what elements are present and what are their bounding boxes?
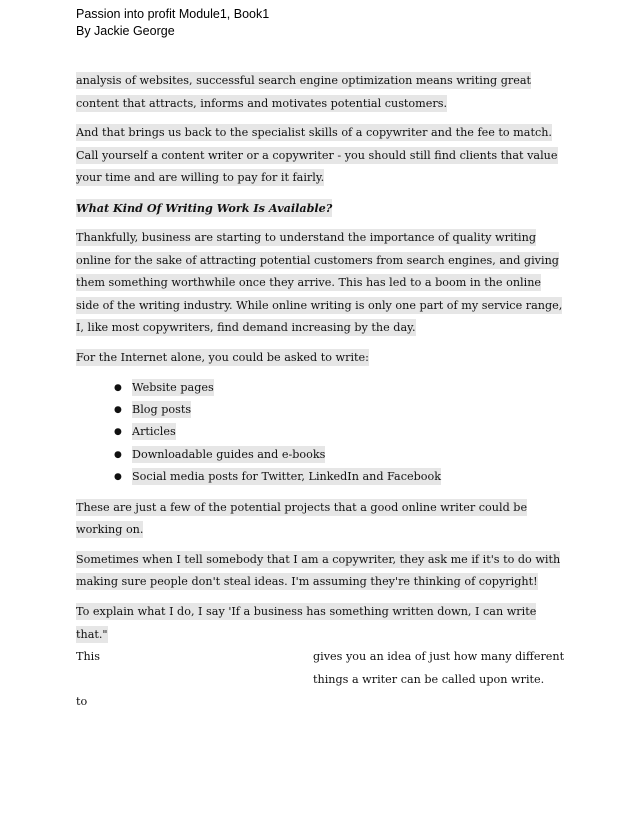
paragraph-text: analysis of websites, successful search engine optimization means writing great content that attracts, informs and motivates potential customers. (76, 74, 532, 110)
split-left-bottom: to (76, 695, 88, 709)
document-body (76, 70, 566, 714)
paragraph-demand (76, 227, 566, 340)
list-item (114, 421, 566, 443)
split-left-top: This (76, 650, 100, 664)
paragraph-explain (76, 601, 566, 646)
paragraph-projects (76, 497, 566, 542)
split-right-column (313, 646, 565, 691)
paragraph-text: For the Internet alone, you could be asked to write: (76, 350, 369, 364)
paragraph-specialist-skills (76, 122, 566, 190)
list-item (114, 466, 566, 488)
list-item (114, 444, 566, 466)
list-item-text: Blog posts (132, 402, 192, 416)
page-header (76, 6, 269, 40)
list-item-text: Website pages (132, 380, 214, 394)
list-item (114, 377, 566, 399)
section-heading (76, 197, 566, 219)
header-title: Passion into profit Module1, Book1 (76, 7, 270, 21)
paragraph-text: To explain what I do, I say 'If a business has something written down, I can write that." (76, 604, 537, 641)
list-item-text: Downloadable guides and e-books (132, 447, 326, 461)
split-text-block (76, 646, 566, 714)
list-item (114, 399, 566, 421)
paragraph-text: Sometimes when I tell somebody that I am a copywriter, they ask me if it's to do with making sure people don't steal ideas. I'm assuming they're thinking of copyright! (76, 552, 561, 589)
list-item-text: Articles (132, 425, 176, 439)
writing-types-list (76, 377, 566, 489)
heading-text: What Kind Of Writing Work Is Available? (76, 200, 333, 215)
paragraph-text: Thankfully, business are starting to understand the importance of quality writing online for the sake of attracting potential customers from search engines, and giving them something worthwhile once they arrive. This has led to a boom in the online side of the writing industry. While online writing is only one part of my service range, I, like most copywriters, find demand increasing by the day. (76, 230, 563, 335)
split-left-column (76, 646, 276, 714)
paragraph-internet (76, 347, 566, 370)
paragraph-text: These are just a few of the potential projects that a good online writer could be working on. (76, 500, 528, 537)
paragraph-text: And that brings us back to the specialist skills of a copywriter and the fee to match. Call yourself a content writer or a copywriter - you should still find clients that value your time and are willing to pay for it fairly. (76, 126, 558, 185)
list-item-text: Social media posts for Twitter, LinkedIn and Facebook (132, 470, 442, 484)
paragraph-copyright (76, 549, 566, 594)
header-author: By Jackie George (76, 24, 175, 38)
paragraph-seo (76, 70, 566, 115)
split-right-text: gives you an idea of just how many different things a writer can be called upon write. (313, 650, 565, 686)
